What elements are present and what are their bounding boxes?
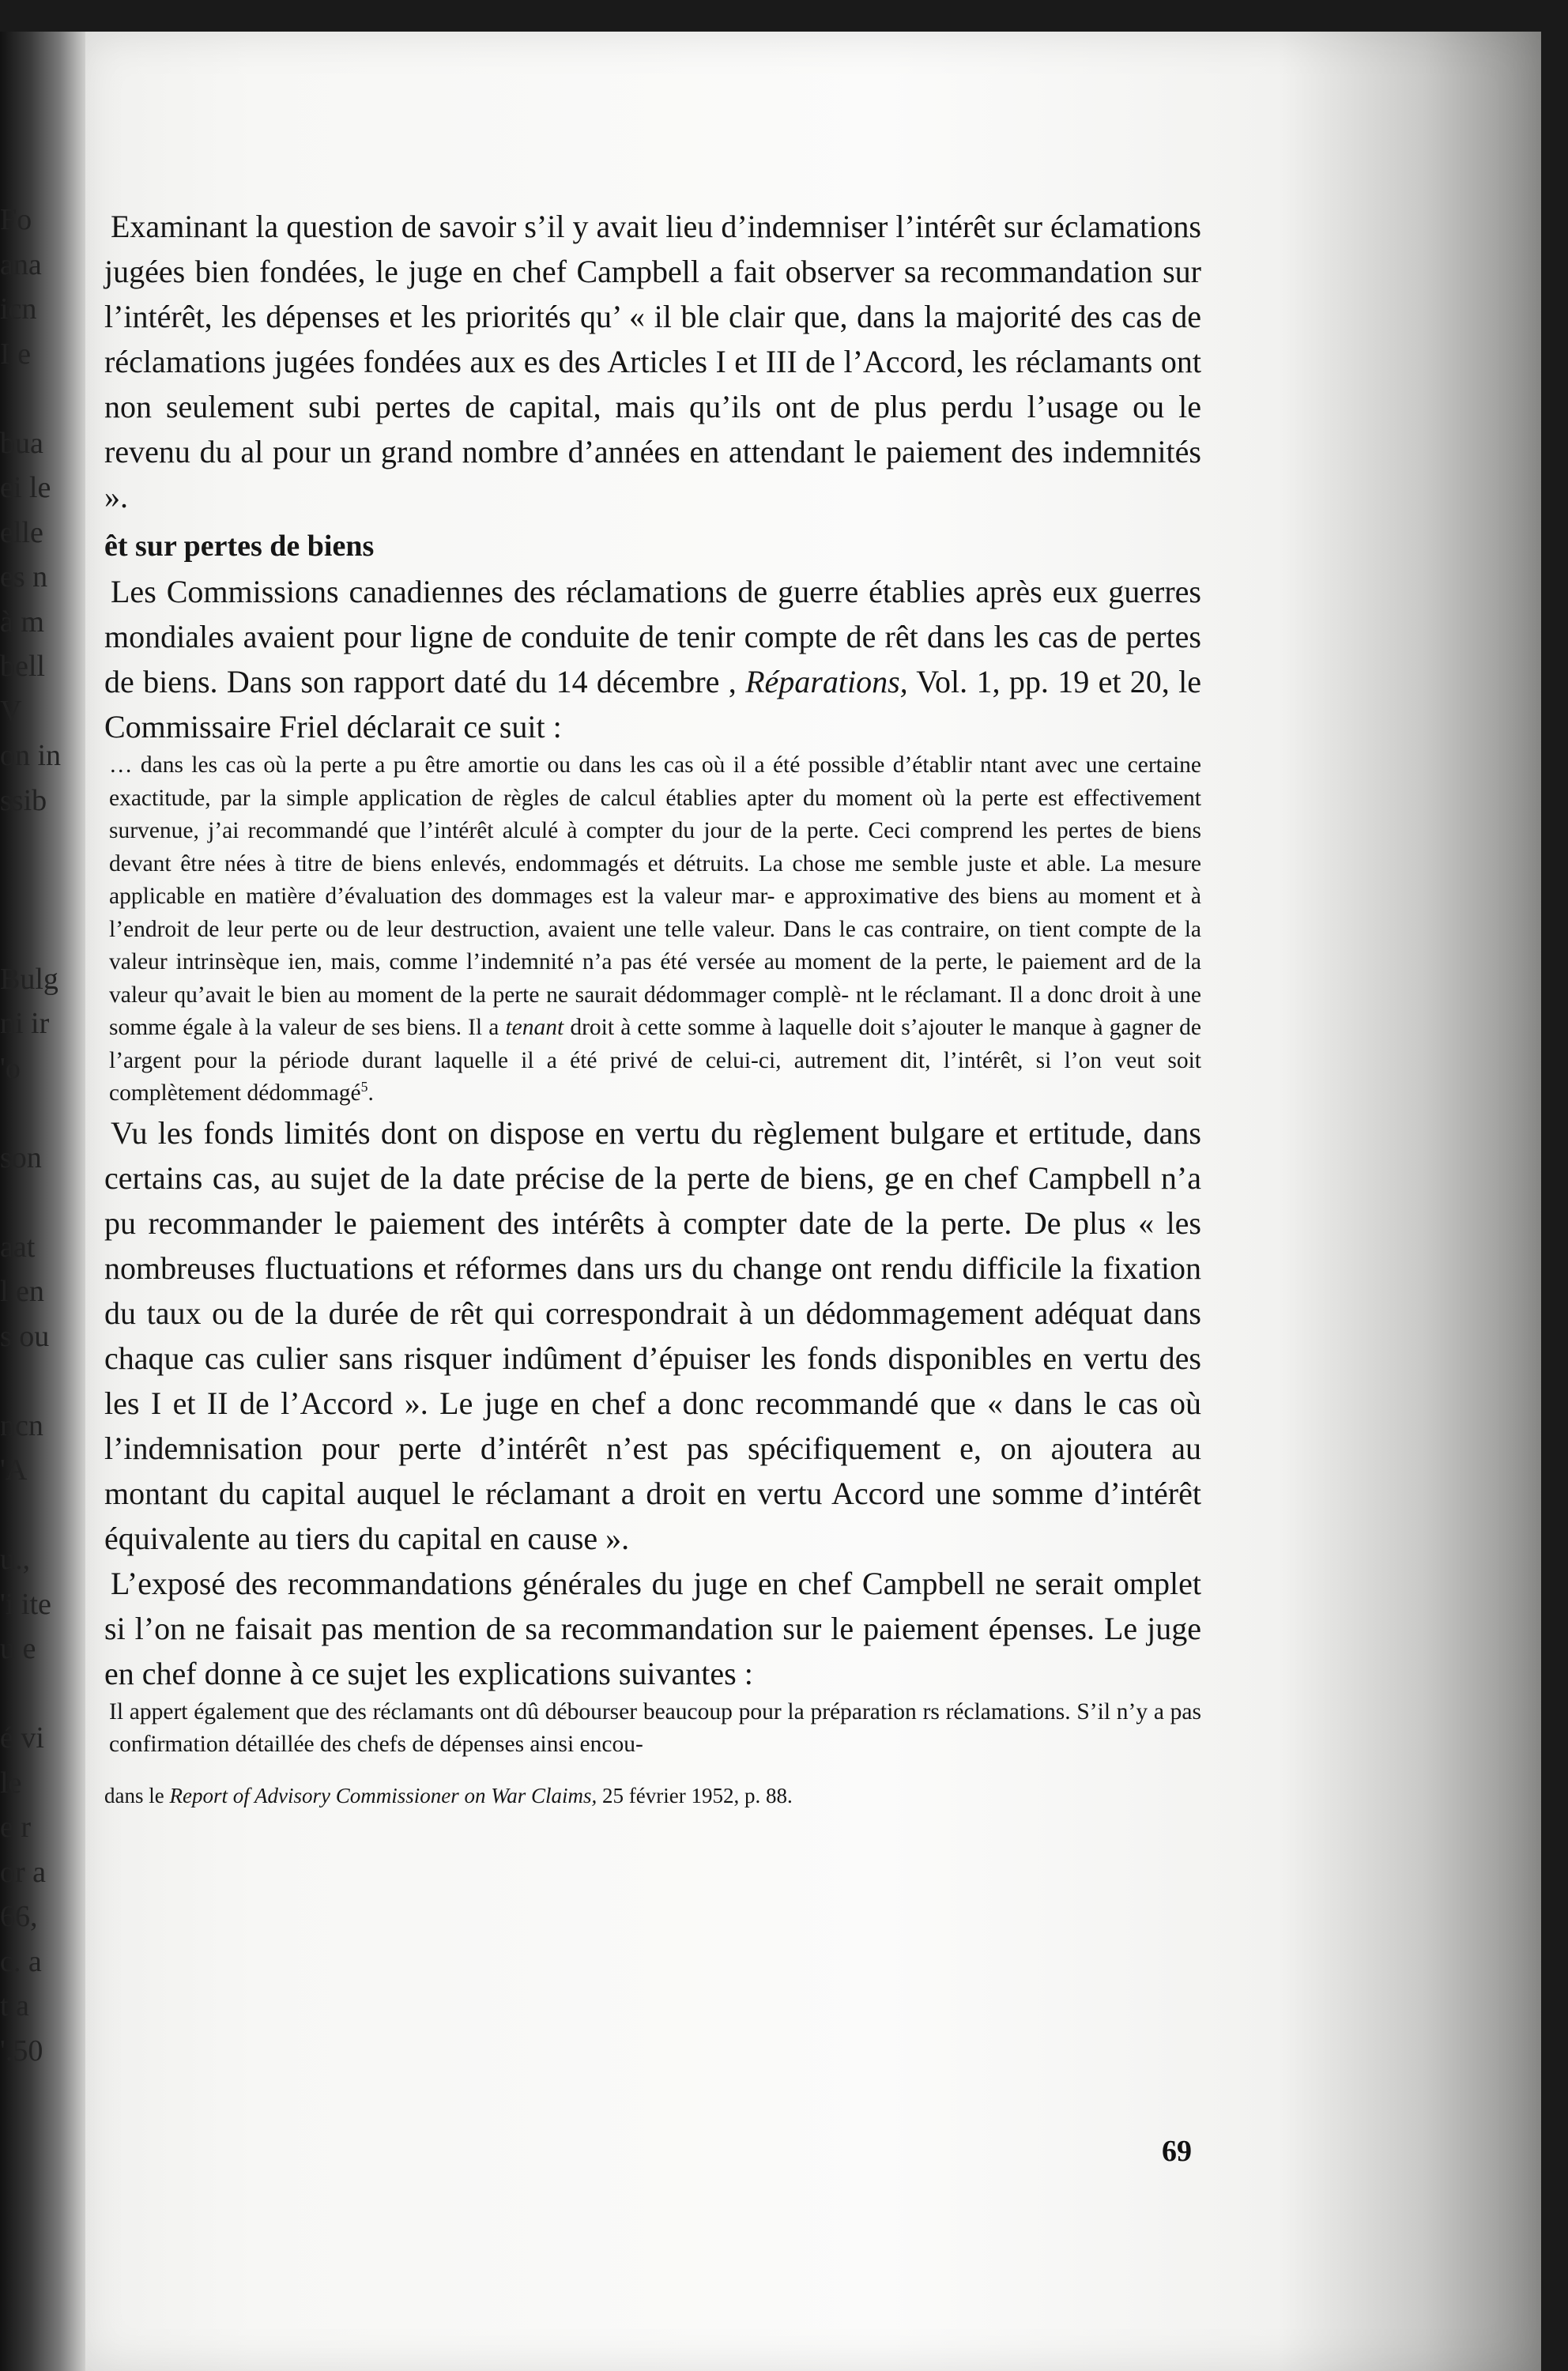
section-heading: êt sur pertes de biens bbox=[104, 530, 375, 563]
quotation-expenses: Il appert également que des réclamants ont dû débourser beaucoup pour la préparation rs réclamations. S’il n’y a pas confirmation détaillée des chefs de dépenses ainsi encou- bbox=[109, 1698, 1201, 1757]
previous-page-fragment: 'i ite bbox=[0, 1587, 51, 1621]
previous-page-fragment: 'o bbox=[0, 1051, 21, 1085]
previous-page-fragment: ssib bbox=[0, 783, 47, 817]
footnote-report-title: Report of Advisory Commissioner on War Claims, bbox=[169, 1783, 597, 1807]
paragraph-interest-question: Examinant la question de savoir s’il y avait lieu d’indemniser l’intérêt sur éclamations jugées bien fondées, le juge en chef Campbell a fait observer sa recommandation sur l’intérêt, les dépenses et les priorités qu’ « il ble clair que, dans la majorité des cas de réclamations jugées fondées aux es des Articles I et III de l’Accord, les réclamants ont non seulement subi pertes de capital, mais qu’ils ont de plus perdu l’usage ou le revenu du al pour un grand nombre d’années en attendant le paiement des indemnités ». bbox=[104, 209, 1201, 515]
previous-page-fragment: ei le bbox=[0, 471, 51, 504]
paragraph-expenses: L’exposé des recommandations générales du juge en chef Campbell ne serait omplet si l’on ne faisait pas mention de sa recommandation sur le paiement épenses. Le juge en chef donne à ce sujet les explications suivantes : bbox=[104, 1565, 1201, 1691]
previous-page-fragment bbox=[0, 1672, 95, 1717]
previous-page-fragment: ncn bbox=[0, 1408, 43, 1442]
previous-page-fragment: ana bbox=[0, 247, 42, 281]
page-number: 69 bbox=[1162, 2135, 1192, 2168]
previous-page-fragment: es n bbox=[0, 560, 48, 594]
previous-page-fragment: l en bbox=[0, 1275, 44, 1308]
previous-page-fragment: le bbox=[0, 1766, 22, 1800]
page-text-column bbox=[104, 204, 1201, 1811]
previous-page-fragment: 'A bbox=[0, 1453, 28, 1487]
previous-page-fragment: u., bbox=[0, 1543, 30, 1576]
previous-page-fragment: e r bbox=[0, 1811, 32, 1844]
previous-page-fragment: aat bbox=[0, 1230, 36, 1264]
previous-page-fragment bbox=[0, 823, 95, 868]
previous-page-fragment: I e bbox=[0, 337, 32, 371]
previous-page-fragment: c. a bbox=[0, 1944, 42, 1978]
previous-page-fragment: on in bbox=[0, 739, 62, 772]
quotation-friel: … dans les cas où la perte a pu être amortie ou dans les cas où il a été possible d’établir ntant avec une certaine exactitude, par la simple application de règles de calcul établies apter du moment où la perte est effectivement survenue, j’ai recommandé que l’intérêt alculé à compter du jour de la perte. Ceci comprend les pertes de biens devant être nées à titre de biens enlevés, endommagés et détruits. La chose me semble juste et able. La mesure applicable en matière d’évaluation des dommages est la valeur mar- e approximative des biens au moment et à l’endroit de leur perte ou de leur destruction, avaient une telle valeur. Dans le cas contraire, on tient compte de la valeur intrinsèque ien, mais, comme l’indemnité n’a pas été versée au moment de la perte, le paiement ard de la valeur qu’avait le bien au moment de la perte ne saurait dédommager complè- nt le réclamant. Il a donc droit à une somme égale à la valeur de ses biens. Il a tenant droit à cette somme à laquelle doit s’ajouter le manque à gagner de l’argent pour la période durant laquelle il a été privé de celui-ci, autrement dit, l’intérêt, si l’on veut soit complètement dédommagé$^5$. bbox=[109, 752, 1202, 1106]
previous-page-fragment bbox=[0, 912, 95, 957]
previous-page-fragment bbox=[0, 1493, 95, 1538]
previous-page-fragment: 66, bbox=[0, 1900, 38, 1933]
footnote-text: 25 février 1952, p. 88. bbox=[602, 1783, 793, 1807]
previous-page-fragment: '.50 bbox=[0, 2034, 43, 2068]
previous-page-edge-fragments bbox=[0, 198, 95, 2134]
quote-text: droit à cette somme à laquelle doit s’ajouter le manque à gagner de l’argent pour la période durant laquelle il a été privé de celui-ci, autrement dit, l’intérêt, si l’on veut soit complètement dédommagé bbox=[109, 1015, 1202, 1106]
previous-page-fragment: Bulg bbox=[0, 962, 58, 996]
previous-page-fragment: or a bbox=[0, 1855, 47, 1889]
previous-page-fragment bbox=[0, 868, 95, 913]
previous-page-fragment: V bbox=[0, 694, 22, 728]
quote-italic-word: tenant bbox=[505, 1015, 564, 1040]
previous-page-fragment: bua bbox=[0, 426, 43, 460]
previous-page-fragment: à m bbox=[0, 605, 44, 639]
quote-text: … dans les cas où la perte a pu être amortie ou dans les cas où il a été possible d’établir ntant avec une certaine exactitude, par la simple application de règles de calcul établies apter du moment où la perte est effectivement survenue, j’ai recommandé que l’intérêt alculé à compter du jour de la perte. Ceci comprend les pertes de biens devant être nées à titre de biens enlevés, endommagés et détruits. La chose me semble juste et able. La mesure applicable en matière d’évaluation des dommages est la valeur mar- e approximative des biens au moment et à l’endroit de leur perte ou de leur destruction, avaient une telle valeur. Dans le cas contraire, on tient compte de la valeur intrinsèque ien, mais, comme l’indemnité n’a pas été versée au moment de la perte, le paiement ard de la valeur qu’avait le bien au moment de la perte ne saurait dédommager complè- nt le réclamant. Il a donc droit à une somme égale à la valeur de ses biens. Il a bbox=[109, 752, 1201, 1040]
paragraph-text: Les Commissions canadiennes des réclamations de guerre établies après eux guerres mondiales avaient pour ligne de conduite de tenir compte de rêt dans les cas de pertes de biens. Dans son rapport daté du 14 décembre , bbox=[104, 574, 1201, 699]
previous-page-fragment bbox=[0, 1180, 95, 1225]
previous-page-fragment: Fo bbox=[0, 203, 32, 236]
paragraph-canadian-commissions bbox=[104, 569, 1201, 749]
previous-page-fragment: elle bbox=[0, 515, 43, 549]
paragraph-text: Vol. 1, pp. 19 et 20, le Commissaire Friel déclarait ce suit : bbox=[104, 664, 1202, 744]
previous-page-fragment bbox=[0, 376, 95, 421]
previous-page-fragment: t a bbox=[0, 1989, 29, 2022]
previous-page-fragment bbox=[0, 1091, 95, 1136]
previous-page-fragment: icn bbox=[0, 292, 37, 326]
report-title-italic: Réparations, bbox=[745, 664, 908, 699]
footnote-reference: 5 bbox=[360, 1079, 368, 1095]
previous-page-fragment: ni ir bbox=[0, 1007, 50, 1040]
footnote-text: dans le bbox=[104, 1783, 164, 1807]
previous-page-fragment: é vi bbox=[0, 1721, 44, 1755]
previous-page-fragment: son bbox=[0, 1140, 42, 1174]
previous-page-fragment: s ou bbox=[0, 1319, 50, 1353]
previous-page-fragment bbox=[0, 1359, 95, 1404]
paragraph-limited-funds: Vu les fonds limités dont on dispose en vertu du règlement bulgare et ertitude, dans certains cas, au sujet de la date précise de la perte de biens, ge en chef Campbell n’a pu recommander le paiement des intérêts à compter date de la perte. De plus « les nombreuses fluctuations et réformes dans urs du change ont rendu difficile la fixation du taux ou de la durée de rêt qui correspondrait à un dédommagement adéquat dans chaque cas culier sans risquer indûment d’épuiser les fonds disponibles en vertu des les I et II de l’Accord ». Le juge en chef a donc recommandé que « dans le cas où l’indemnisation pour perte d’intérêt n’est pas spécifiquement e, on ajoutera au montant du capital auquel le réclamant a droit en vertu Accord une somme d’intérêt équivalente au tiers du capital en cause ». bbox=[104, 1114, 1201, 1556]
previous-page-fragment: bell bbox=[0, 650, 45, 683]
footnote bbox=[104, 1781, 1201, 1811]
previous-page-fragment: u e bbox=[0, 1632, 36, 1665]
